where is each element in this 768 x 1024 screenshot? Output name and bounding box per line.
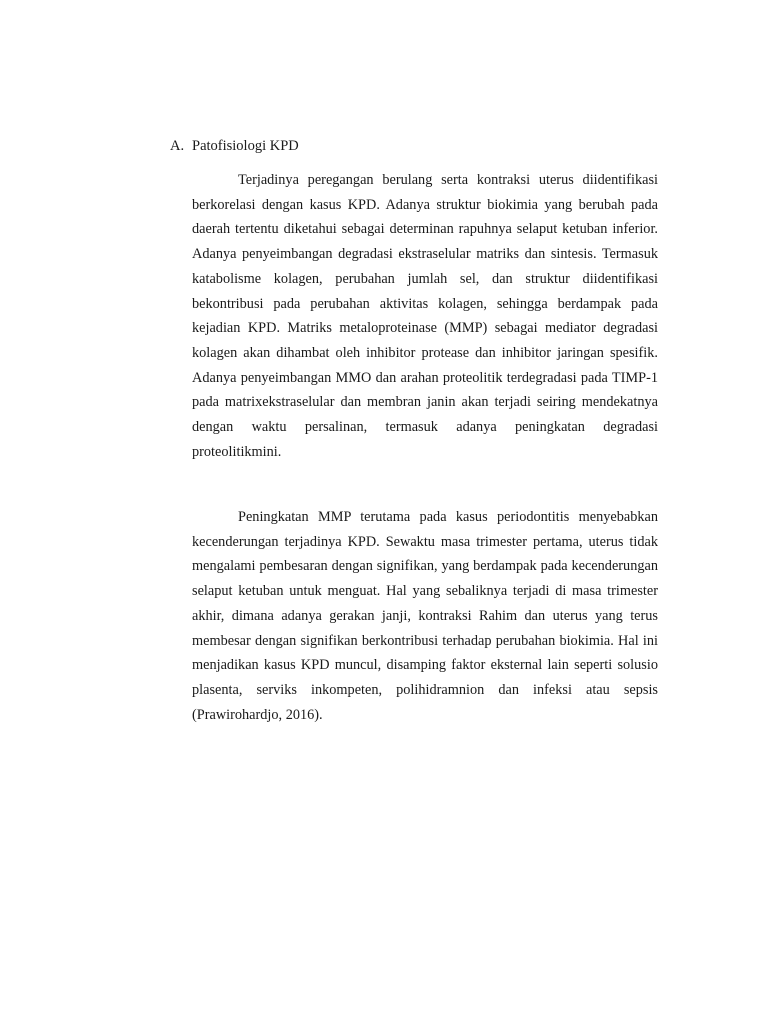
section-heading (170, 136, 299, 156)
section-marker: A. (170, 138, 185, 154)
section-title: Patofisiologi KPD (192, 138, 299, 154)
paragraph-1: Terjadinya peregangan berulang serta kontraksi uterus diidentifikasi berkorelasi dengan kasus KPD. Adanya struktur biokimia yang berubah pada daerah tertentu diketahui sebagai determinan rapuhnya selaput ketuban inferior. Adanya penyeimbangan degradasi ekstraselular matriks dan sintesis. Termasuk katabolisme kolagen, perubahan jumlah sel, dan struktur diidentifikasi bekontribusi pada perubahan aktivitas kolagen, sehingga berdampak pada kejadian KPD. Matriks metaloproteinase (MMP) sebagai mediator degradasi kolagen akan dihambat oleh inhibitor protease dan inhibitor jaringan spesifik. Adanya penyeimbangan MMO dan arahan proteolitik terdegradasi pada TIMP-1 pada matrixekstraselular dan membran janin akan terjadi seiring mendekatnya dengan waktu persalinan, termasuk adanya peningkatan degradasi proteolitikmini. (192, 172, 658, 460)
paragraph-2: Peningkatan MMP terutama pada kasus periodontitis menyebabkan kecenderungan terjadinya KPD. Sewaktu masa trimester pertama, uterus tidak mengalami pembesaran dengan signifikan, yang berdampak pada kecenderungan selaput ketuban untuk menguat. Hal yang sebaliknya terjadi di masa trimester akhir, dimana adanya gerakan janji, kontraksi Rahim dan uterus yang terus membesar dengan signifikan berkontribusi terhadap perubahan biokimia. Hal ini menjadikan kasus KPD muncul, disamping faktor eksternal lain seperti solusio plasenta, serviks inkompeten, polihidramnion dan infeksi atau sepsis (Prawirohardjo, 2016). (192, 509, 658, 723)
